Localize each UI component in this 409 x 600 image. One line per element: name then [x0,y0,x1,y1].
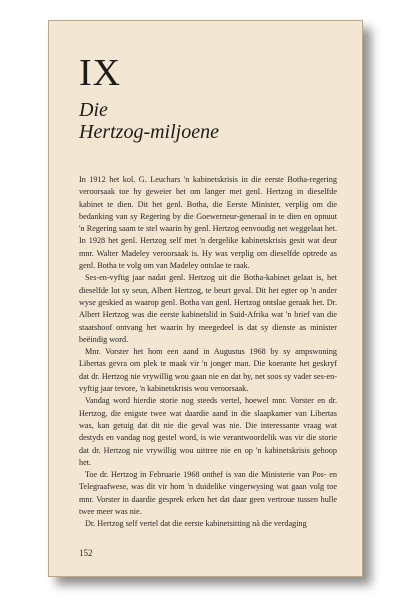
chapter-number: IX [79,52,122,94]
page-number: 152 [79,548,93,558]
paragraph-5: Toe dr. Hertzog in Februarie 1968 onthef is van die Ministerie van Pos- en Telegraafwese, was dit vir hom 'n duidelike vingerwysing wat gaan volg toe mnr. Vorster in daardie gesprek erken het dat daar geen vertroue tussen hulle twee meer was nie. [79,470,337,517]
paragraph-4: Vandag word hierdie storie nog steeds vertel, hoewel mnr. Vorster en dr. Hertzog, die enigste twee wat daardie aand in die slaapkamer van Libertas was, kan getuig dat dit nie die geval was nie. Die interessante vraag wat destyds en vandag nog gestel word, is wie verantwoordelik was vir die storie dat dr. Hertzog nie vrywillig wou uittree nie en op 'n kabinetskrisis gehoop het. [79,396,337,467]
book-page [48,20,363,577]
paragraph-1: In 1912 het kol. G. Leuchars 'n kabinetskrisis in die eerste Botha-regering veroorsaak toe hy geweier het om langer met genl. Hertzog in dieselfde kabinet te dien. Dit het genl. Botha, die Eerste Minister, verplig om die bedanking van sy Regering by die Goewerneur-generaal in te dien en opnuut 'n Regering saam te stel waarin hy genl. Hertzog eenvoudig net weggelaat het. In 1928 het genl. Hertzog self met 'n dergelike kabinetskrisis gesit wat deur mnr. Walter Madeley veroorsaak is. Hy was verplig om dieselfde optrede as genl. Botha te volg om van Madeley ontslae te raak. [79,175,337,271]
chapter-title-line-2: Hertzog-miljoene [79,121,219,143]
chapter-title-line-1: Die [79,99,108,121]
chapter-title [79,99,219,143]
paragraph-3: Mnr. Vorster het hom een aand in Augustus 1968 by sy ampswoning Libertas gevra om plek te maak vir 'n jonger man. Die koerante het geskryf dat dr. Hertzog nie vrywillig wou gaan nie en dat hy, net soos sy vader ses-en-vyftig jaar tevore, 'n kabinetskrisis wou veroorsaak. [79,347,337,394]
paragraph-6: Dr. Hertzog self vertel dat die eerste kabinetsitting nà die verdaging [85,519,307,529]
paragraph-2: Ses-en-vyftig jaar nadat genl. Hertzog uit die Botha-kabinet gelaat is, het dieselfde lot sy seun, Albert Hertzog, te beurt geval. Dit het egter op 'n ander wyse geskied as waarop genl. Botha van genl. Hertzog ontslae geraak het. Dr. Albert Hertzog was die eerste kabinetslid in Suid-Afrika wat 'n brief van die staatshoof ontvang het waarin hy meegedeel is dat sy dienste as minister beëindig word. [79,273,337,344]
body-text [79,174,337,531]
